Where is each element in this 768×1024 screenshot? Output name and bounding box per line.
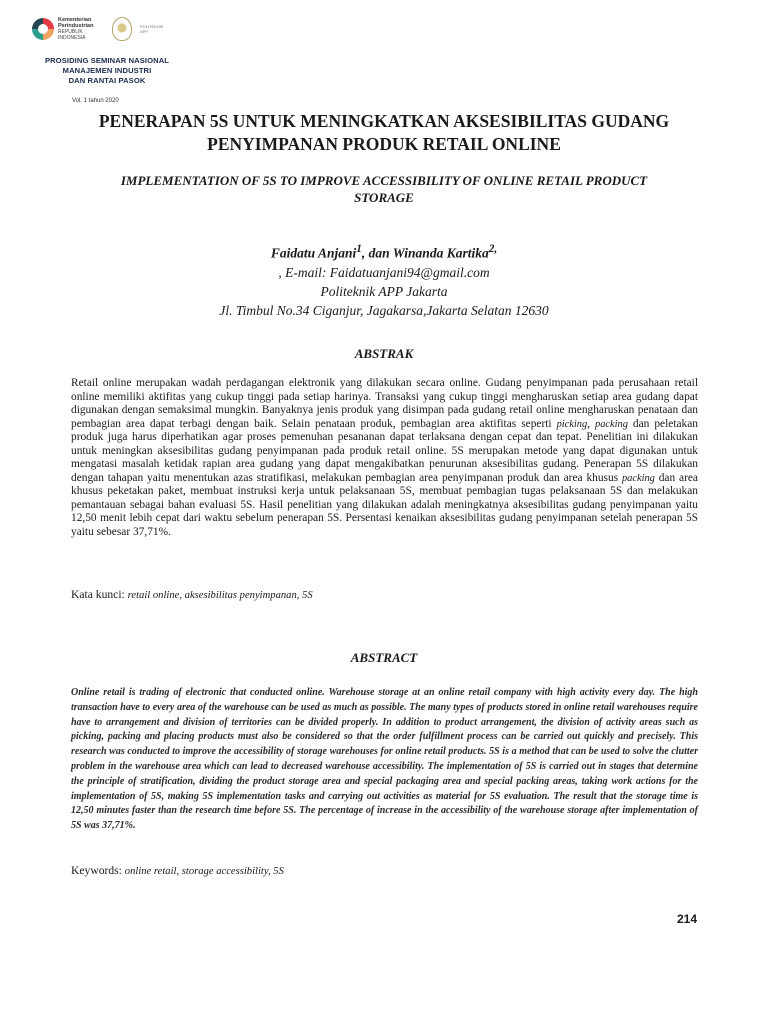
- proceeding-line2: MANAJEMEN INDUSTRI: [62, 66, 152, 75]
- kemenperin-gear-icon: [32, 18, 54, 40]
- seal-caption: POLITEKNIK APP: [140, 24, 164, 34]
- author-address: Jl. Timbul No.34 Ciganjur, Jagakarsa,Jakarta Selatan 12630: [219, 302, 549, 318]
- kata-kunci: [71, 588, 698, 601]
- header-logos: [32, 12, 182, 46]
- abstrak-heading: ABSTRAK: [354, 346, 414, 361]
- page-number: 214: [676, 912, 697, 926]
- abstrak-part4: dan area khusus peketakan paket, membuat instruksi kerja untuk pelaksanaan 5S, membuat pembagian tugas pelaksanaan 5S dan melakukan pemantauan sebagai bahan evaluasi 5S. Hasil penelitian yang dilakukan adalah meningkatnya aksesibilitas gudang penyimpanan yaitu 12,50 menit lebih cepat dari waktu sebelum penerapan 5S. Persentasi kenaikan aksesibilitas gudang penyimpanan setelah penerapan 5S yaitu sebesar 37,71%.: [71, 471, 698, 538]
- paper-title-line2: PENYIMPANAN PRODUK RETAIL ONLINE: [207, 134, 561, 154]
- volume-label: Vol. 1 tahun 2020: [72, 98, 119, 104]
- abstract-text: Online retail is trading of electronic that conducted online. Warehouse storage at an online retail company with high activity every day. The high transaction have to every area of the warehouse can be used as much as possible. The many types of products stored in online retail warehouses require have to arrangement and division of territories can be divided properly. In addition to product arrangement, the division of activity areas such as picking, packing and placing products must also be considered so that the order fulfillment process can be carried out quickly and precisely. This research was conducted to improve the accessibility of storage warehouses for online retail products. 5S is a method that can be used to solve the clutter problem in the warehouse area which can lead to decreased warehouse accessibility. The implementation of 5S is carried out in stages that determine the principle of stratification, dividing the product storage area and special packaging area and special packing areas, taking work actions for the implementation of 5S, making 5S implementation tasks and carrying out activities as material for 5S evaluation. The result that the storage time is 12,50 minutes faster than the research time before 5S. The percentage of increase in the accessibility of the warehouse storage after implementation of 5S was 37,71%.: [71, 687, 698, 832]
- author2-name: Winanda Kartika: [392, 245, 489, 261]
- paper-title-line1: PENERAPAN 5S UNTUK MENINGKATKAN AKSESIBILITAS GUDANG: [98, 111, 670, 131]
- author-email: , E-mail: Faidatuanjani94@gmail.com: [278, 264, 490, 280]
- english-title-line1: IMPLEMENTATION OF 5S TO IMPROVE ACCESSIBILITY OF ONLINE RETAIL PRODUCT: [120, 173, 648, 188]
- abstrak-part2: ,: [587, 417, 595, 430]
- politeknik-seal-icon: [112, 17, 132, 41]
- paper-title: [50, 110, 718, 156]
- author-conjunction: , dan: [361, 245, 393, 261]
- abstract-heading: ABSTRACT: [350, 650, 418, 665]
- kemenperin-line2: Perindustrian: [58, 23, 94, 29]
- keywords: [71, 864, 698, 877]
- kata-kunci-label: Kata kunci:: [71, 588, 128, 601]
- kemenperin-logo: [32, 17, 104, 41]
- proceeding-line1: PROSIDING SEMINAR NASIONAL: [44, 56, 170, 65]
- kemenperin-line1: Kementerian: [58, 17, 92, 23]
- abstrak-part3: dan peletakan produk juga harus diperhatikan agar proses pemenuhan pesananan dapat terlaksana dengan cepat dan tepat. Penelitian ini dilakukan untuk meningkan aksesibilitas gudang penyimpanan pada produk retail online. 5S merupakan metode yang dapat digunakan untuk mengatasi masalah ketidak rapian area gudang yang dapat mengakibatkan penurunan aksesibilitas gudang. Penerapan 5S dilakukan dengan tahapan yaitu menentukan azas stratifikasi, melakukan pembagian area penyimpanan produk dan area khusus: [71, 417, 698, 484]
- kata-kunci-value: retail online, aksesibilitas penyimpanan, 5S: [127, 590, 313, 601]
- keywords-value: online retail, storage accessibility, 5S: [124, 866, 284, 877]
- kemenperin-logo-text: [58, 17, 104, 41]
- term-picking: picking: [556, 418, 588, 430]
- author-institution: Politeknik APP Jakarta: [320, 283, 448, 299]
- author-names: [60, 240, 708, 263]
- english-title-line2: STORAGE: [354, 190, 414, 205]
- term-packing: packing: [595, 418, 628, 430]
- author1-name: Faidatu Anjani: [270, 245, 357, 261]
- abstrak-text: [71, 377, 698, 539]
- kemenperin-line3: REPUBLIK INDONESIA: [58, 29, 86, 41]
- author-block: [60, 240, 708, 320]
- author1-sup: 1: [356, 243, 362, 255]
- english-title: [60, 172, 708, 206]
- proceedings-header: [32, 12, 182, 104]
- author2-sup: 2,: [488, 243, 498, 255]
- keywords-label: Keywords:: [71, 864, 125, 877]
- proceeding-title: [32, 56, 182, 86]
- proceeding-line3: DAN RANTAI PASOK: [68, 76, 146, 85]
- abstrak-part1: Retail online merupakan wadah perdagangan elektronik yang dilakukan secara online. Gudang penyimpanan pada perusahaan retail online memiliki aktifitas yang cukup tinggi pada setiap harinya. Transaksi yang cukup tinggi mengharuskan setiap area gudang dapat digunakan dengan semaksimal mungkin. Banyaknya jenis produk yang disimpan pada gudang retail online mengharuskan penataan dan pembagian area dapat terbagi dengan baik. Selain penataan produk, pembagian area aktifitas seperti: [71, 377, 698, 430]
- term-packing-2: packing: [621, 472, 655, 484]
